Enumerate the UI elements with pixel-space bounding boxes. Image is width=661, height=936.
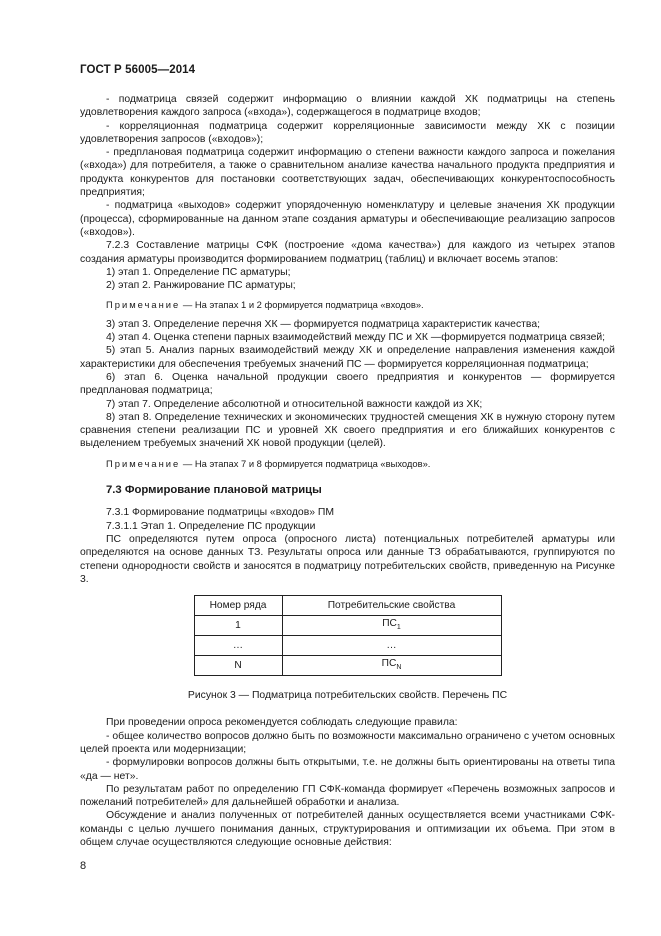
document-header: ГОСТ Р 56005—2014 [80,64,196,76]
cell-text: ПС [382,617,397,629]
table-row [194,656,501,676]
table-cell: 1 [194,616,282,636]
cell-text: ПС [381,657,397,669]
table-header-cell: Потребительские свойства [282,596,501,616]
note-text: — На этапах 1 и 2 формируется подматрица «входов». [180,299,424,311]
table-cell: N [194,656,282,676]
note [80,298,615,311]
table-cell [282,656,501,676]
note [80,457,615,470]
note-label: Примечание [106,457,181,469]
paragraph: Обсуждение и анализ полученных от потребителей данных осуществляется всеми участниками СФК-команды с целью лучшего понимания данных, структурирования и оптимизации их объема. При этом в общем случае осуществляются следующие основные действия: [80,810,615,849]
table-cell: … [194,636,282,656]
paragraph: 7.3.1 Формирование подматрицы «входов» ПМ [106,507,335,519]
paragraph: - подматрица «выходов» содержит упорядоченную номенклатуру и целевые значения ХК продукции (процесса), сформированные на данном этапе создания арматуры и обеспечивающие реализацию запросов («входов»). [80,200,615,238]
page-number: 8 [80,860,87,872]
table-cell [282,616,501,636]
paragraph: 7.2.3 Составление матрицы СФК (построение «дома качества») для каждого из четырех этапов создания арматуры производится формированием подматриц (таблиц) и включает восемь этапов: [80,240,615,265]
paragraph: 4) этап 4. Оценка степени парных взаимодействий между ПС и ХК —формируется подматрица связей; [106,332,606,344]
paragraph: 1) этап 1. Определение ПС арматуры; [106,266,291,278]
paragraph: При проведении опроса рекомендуется соблюдать следующие правила: [106,717,458,729]
note-text: — На этапах 7 и 8 формируется подматрица «выходов». [180,457,431,469]
paragraph: 6) этап 6. Оценка начальной продукции своего предприятия и конкурентов — формируется предплановая подматрица; [80,371,615,397]
paragraph: 5) этап 5. Анализ парных взаимодействий между ХК и определение направления изменения каждой характеристики для обеспечения требуемых значений ПС — формируется корреляционная подматрица; [80,345,615,370]
paragraph: 2) этап 2. Ранжирование ПС арматуры; [106,280,296,292]
paragraph: 8) этап 8. Определение технических и экономических трудностей смещения ХК в нужную сторону путем сравнения степени реализации ПС и уровней ХК своего предприятия и его ближайших конкурентов с выделением требуемых значений ХК новой продукции (целей). [80,411,615,450]
paragraph: 3) этап 3. Определение перечня ХК — формируется подматрица характеристик качества; [106,318,540,330]
table-header-cell: Номер ряда [194,596,282,616]
paragraph: - формулировки вопросов должны быть открытыми, т.е. не должны быть ориентированы на ответы типа «да — нет». [80,757,615,782]
document-body [80,93,615,849]
paragraph: - подматрица связей содержит информацию о влиянии каждой ХК подматрицы на степень удовлетворения каждого запроса («входа»), содержащегося в подматрице входов; [80,94,615,119]
cell-subscript: 1 [396,623,401,631]
figure-caption: Рисунок 3 — Подматрица потребительских свойств. Перечень ПС [187,690,508,702]
paragraph: По результатам работ по определению ГП СФК-команда формирует «Перечень возможных запросов и пожеланий потребителей» для дальнейшей обработки и анализа. [80,783,615,809]
table-cell: … [282,636,501,656]
paragraph: - предплановая подматрица содержит информацию о степени важности каждого запроса и пожелания («входа») для потребителя, а также о сравнительном анализе качества начального продукта предприятия и продукта конкурентов для постановки соответствующих задач, обеспечивающих конкурентоспособность предприятия; [80,147,615,199]
paragraph: 7.3.1.1 Этап 1. Определение ПС продукции [106,520,316,532]
figure-table [194,595,502,676]
paragraph: - общее количество вопросов должно быть по возможности максимально ограничено с учетом основных целей проекта или модернизации; [80,730,615,755]
cell-subscript: N [396,663,402,671]
table-row [194,616,501,636]
section-heading: 7.3 Формирование плановой матрицы [106,484,322,497]
note-label: Примечание [106,299,181,311]
paragraph: ПС определяются путем опроса (опросного листа) потенциальных потребителей арматуры или определяются на основе данных ТЗ. Результаты опроса или данные ТЗ обрабатываются, группируются по степени однородности свойств и заносятся в подматрицу потребительских свойств, приведенную на Рисунке 3. [80,533,615,585]
table-header-row [194,596,501,616]
table-row [194,636,501,656]
paragraph: - корреляционная подматрица содержит корреляционные зависимости между ХК с позиции удовлетворения запросов («входов»); [80,120,615,145]
paragraph: 7) этап 7. Определение абсолютной и относительной важности каждой из ХК; [106,398,483,410]
